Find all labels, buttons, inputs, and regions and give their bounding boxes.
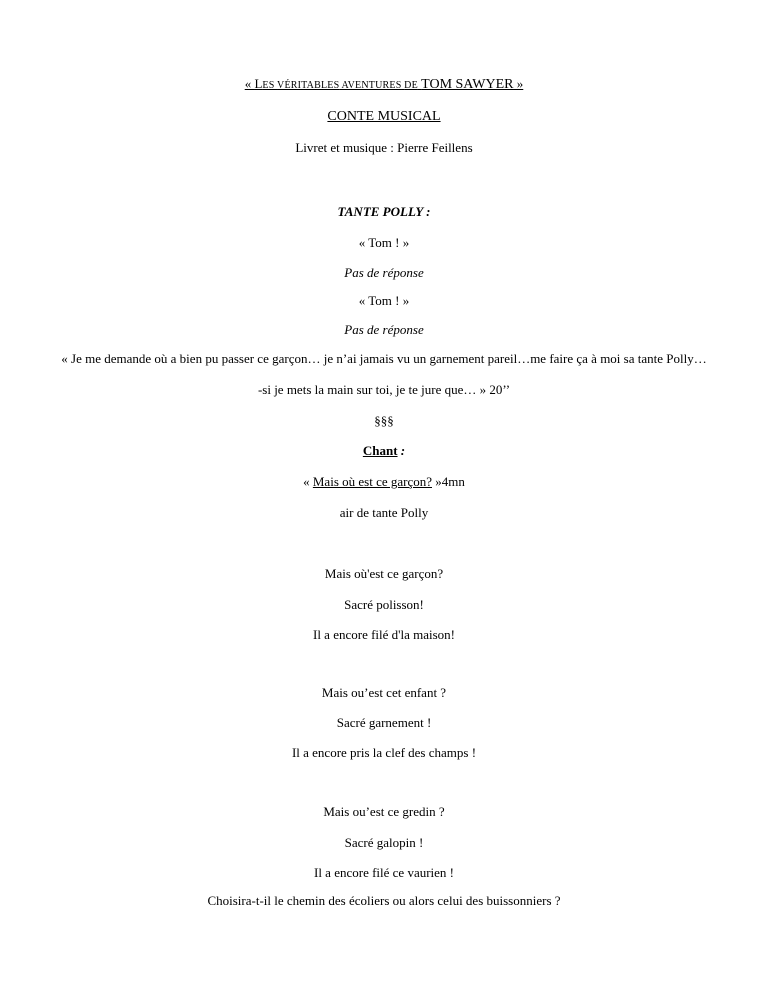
title-es: ES (262, 80, 275, 91)
credits: Livret et musique : Pierre Feillens (295, 140, 473, 155)
song-subtitle: air de tante Polly (339, 505, 429, 520)
dialogue-monologue-2: -si je mets la main sur toi, je te jure que… » 20’’ (257, 382, 511, 397)
dialogue-monologue-1: « Je me demande où a bien pu passer ce garçon… je n’ai jamais vu un garnement pareil…me faire ça à moi sa tante Polly… (61, 351, 707, 366)
song-title: Mais où est ce garçon? (312, 474, 432, 489)
subtitle: CONTE MUSICAL (327, 109, 441, 124)
lyric-verse3-line1: Mais ou’est ce gredin ? (323, 804, 445, 819)
section-separator: §§§ (374, 413, 394, 428)
title-initial-l: L (254, 76, 263, 91)
lyric-verse1-line3: Il a encore filé d'la maison! (312, 627, 456, 642)
title-veritables: VÉRITABLES (277, 80, 340, 91)
lyric-verse2-line1: Mais ou’est cet enfant ? (321, 685, 447, 700)
song-duration: »4mn (432, 474, 465, 489)
chant-heading (0, 443, 768, 459)
lyric-verse2-line2: Sacré garnement ! (336, 715, 432, 730)
chant-colon: : (397, 443, 406, 458)
stage-direction-no-answer-2: Pas de réponse (344, 322, 424, 337)
lyric-verse3-line3: Il a encore filé ce vaurien ! (313, 865, 455, 880)
document-title (0, 76, 768, 94)
title-open-quote: « (244, 76, 255, 91)
lyric-verse3-line2: Sacré galopin ! (344, 835, 424, 850)
character-name: TANTE POLLY : (337, 204, 431, 219)
lyric-verse1-line1: Mais où'est ce garçon? (324, 566, 444, 581)
lyric-verse1-line2: Sacré polisson! (344, 597, 424, 612)
song-open-quote: « (303, 474, 313, 489)
title-close-quote: » (513, 76, 524, 91)
song-title-line (0, 474, 768, 490)
title-de: DE (404, 80, 418, 91)
chant-label: Chant (362, 443, 398, 458)
title-aventures: AVENTURES (341, 80, 402, 91)
lyric-closing-line: Choisira-t-il le chemin des écoliers ou alors celui des buissonniers ? (207, 893, 561, 908)
title-tom-sawyer: TOM SAWYER (421, 77, 514, 92)
dialogue-tom-call-2: « Tom ! » (358, 293, 410, 308)
dialogue-tom-call-1: « Tom ! » (358, 235, 410, 250)
stage-direction-no-answer-1: Pas de réponse (344, 265, 424, 280)
lyric-verse2-line3: Il a encore pris la clef des champs ! (291, 745, 477, 760)
